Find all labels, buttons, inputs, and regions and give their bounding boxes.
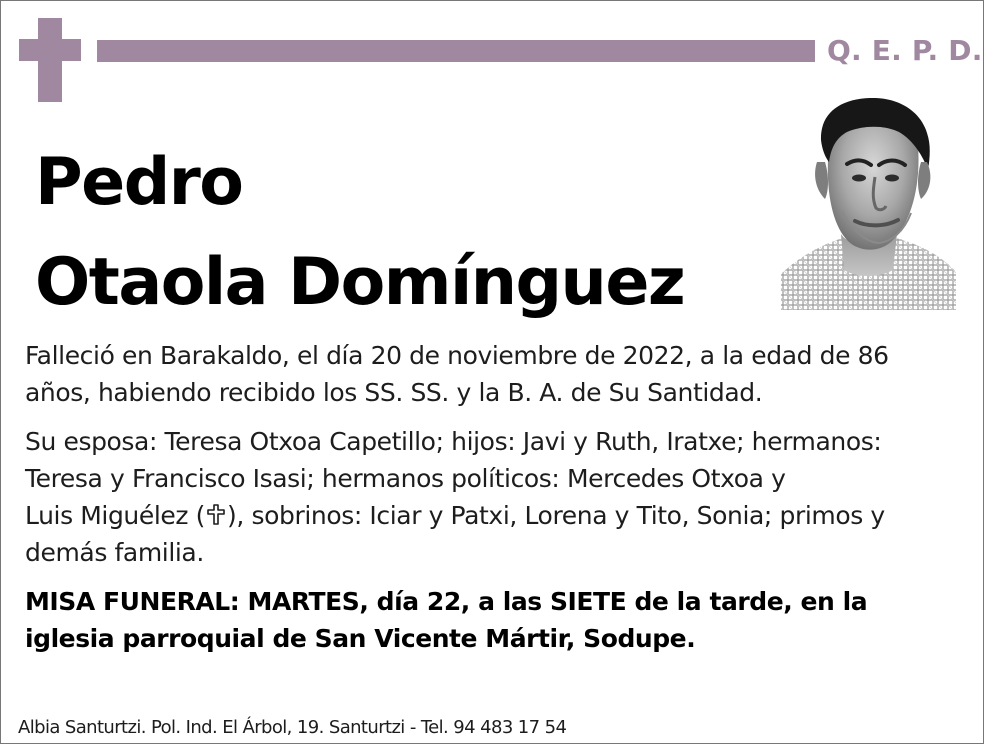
obituary-body <box>25 337 957 669</box>
first-name: Pedro <box>35 145 243 220</box>
cross-horizontal-bar <box>19 39 81 61</box>
small-cross-icon <box>206 498 226 519</box>
deceased-name <box>35 133 684 333</box>
header-rule <box>97 40 815 62</box>
family-line-1: Su esposa: Teresa Otxoa Capetillo; hijos: Javi y Ruth, Iratxe; hermanos: <box>25 427 882 456</box>
latin-cross-icon <box>19 18 81 102</box>
family-line-3-end: ), sobrinos: Iciar y Patxi, Lorena y Tito, Sonia; primos y <box>227 501 885 530</box>
family-line-4: demás familia. <box>25 538 204 567</box>
funeral-home-footer: Albia Santurtzi. Pol. Ind. El Árbol, 19. Santurtzi - Tel. 94 483 17 54 <box>18 717 567 738</box>
family-paragraph <box>25 423 957 571</box>
family-line-3-start: Luis Miguélez ( <box>25 501 206 530</box>
last-name: Otaola Domínguez <box>35 245 685 320</box>
portrait-photo-icon <box>781 98 956 310</box>
death-notice-paragraph: Falleció en Barakaldo, el día 20 de noviembre de 2022, a la edad de 86 años, habiendo recibido los SS. SS. y la B. A. de Su Santidad. <box>25 341 889 407</box>
qepd-label: Q. E. P. D. <box>827 34 983 67</box>
family-line-2: Teresa y Francisco Isasi; hermanos políticos: Mercedes Otxoa y <box>25 464 786 493</box>
funeral-notice: MISA FUNERAL: MARTES, día 22, a las SIETE de la tarde, en la iglesia parroquial de San Vicente Mártir, Sodupe. <box>25 587 868 653</box>
